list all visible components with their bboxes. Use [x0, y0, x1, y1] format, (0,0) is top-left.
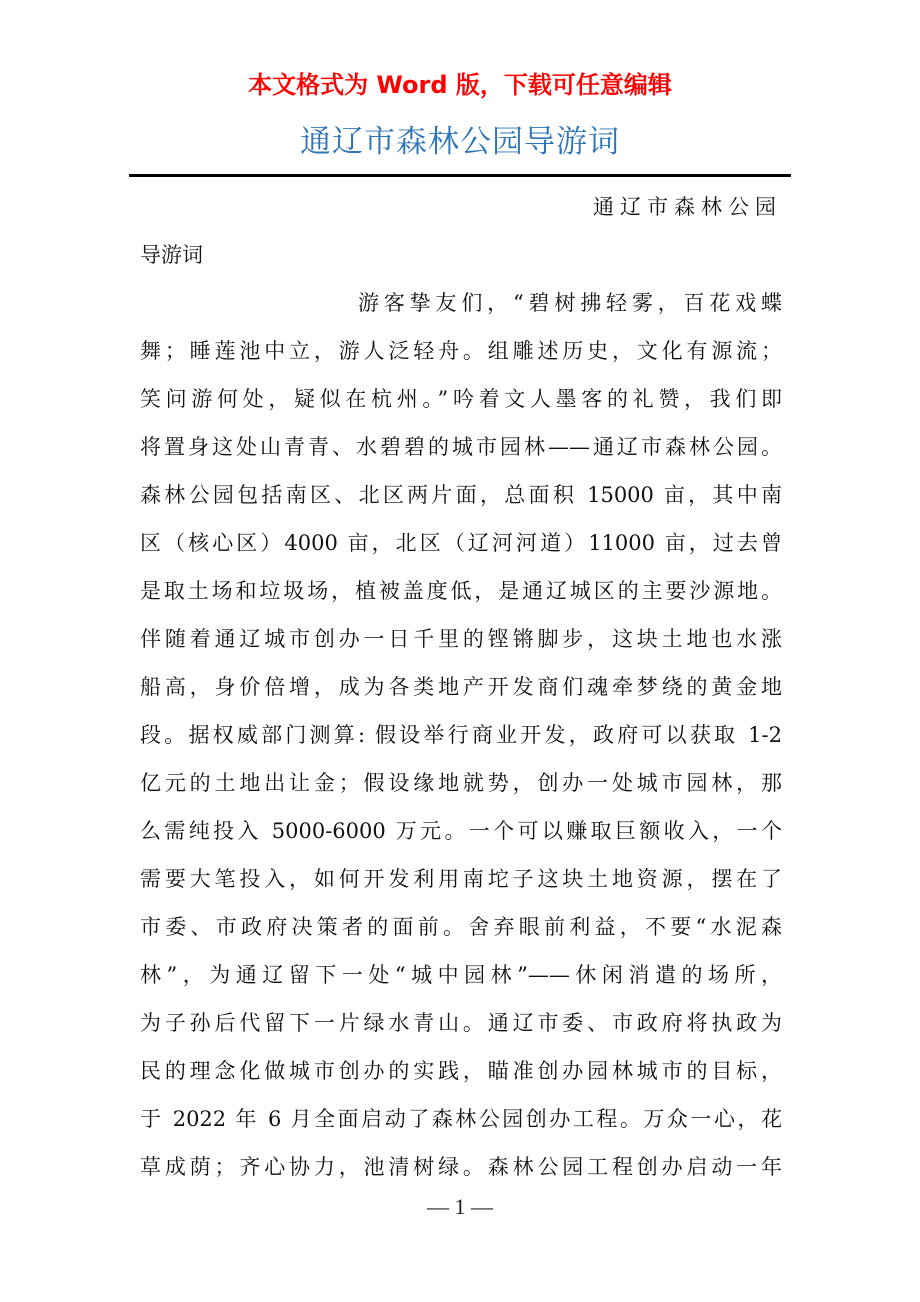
subtitle-line-continued: 导游词 — [140, 243, 203, 267]
paragraph-line: 么需纯投入 5000-6000 万元。一个可以赚取巨额收入，一个 — [140, 819, 782, 843]
header-divider — [129, 174, 791, 177]
paragraph-line: 民的理念化做城市创办的实践，瞄准创办园林城市的目标， — [140, 1059, 782, 1083]
paragraph-line: 将置身这处山青青、水碧碧的城市园林——通辽市森林公园。 — [140, 435, 782, 459]
body-text — [140, 183, 782, 1191]
paragraph-line: 舞；睡莲池中立，游人泛轻舟。组雕述历史，文化有源流； — [140, 339, 782, 363]
paragraph-line: 船高，身价倍增，成为各类地产开发商们魂牵梦绕的黄金地 — [140, 675, 782, 699]
paragraph-line: 市委、市政府决策者的面前。舍弃眼前利益，不要“水泥森 — [140, 915, 782, 939]
paragraph-line: 笑问游何处，疑似在杭州。”吟着文人墨客的礼赞，我们即 — [140, 387, 782, 411]
paragraph-line: 林”，为通辽留下一处“城中园林”——休闲消遣的场所， — [140, 963, 782, 987]
paragraph-line: 森林公园包括南区、北区两片面，总面积 15000 亩，其中南 — [140, 483, 782, 507]
paragraph-line: 区（核心区）4000 亩，北区（辽河河道）11000 亩，过去曾 — [140, 531, 782, 555]
paragraph-line: 需要大笔投入，如何开发利用南坨子这块土地资源，摆在了 — [140, 867, 782, 891]
paragraph-line: 伴随着通辽城市创办一日千里的铿锵脚步，这块土地也水涨 — [140, 627, 782, 651]
download-notice: 本文格式为 Word 版，下载可任意编辑 — [248, 71, 672, 99]
paragraph-line: 是取土场和垃圾场，植被盖度低，是通辽城区的主要沙源地。 — [140, 579, 782, 603]
paragraph-line: 段。据权威部门测算: 假设举行商业开发，政府可以获取 1-2 — [140, 723, 782, 747]
paragraph-line: 为子孙后代留下一片绿水青山。通辽市委、市政府将执政为 — [140, 1011, 782, 1035]
paragraph-line: 亿元的土地出让金；假设缘地就势，创办一处城市园林，那 — [140, 771, 782, 795]
paragraph-line: 游客挚友们，“碧树拂轻雾，百花戏蝶 — [358, 291, 782, 315]
document-title: 通辽市森林公园导游词 — [300, 124, 620, 160]
paragraph-line: 草成荫；齐心协力，池清树绿。森林公园工程创办启动一年 — [140, 1155, 782, 1179]
paragraph-line: 于 2022 年 6 月全面启动了森林公园创办工程。万众一心，花 — [140, 1107, 782, 1131]
page-number: — 1 — — [427, 1194, 493, 1219]
subtitle-line: 通辽市森林公园 — [593, 195, 782, 219]
